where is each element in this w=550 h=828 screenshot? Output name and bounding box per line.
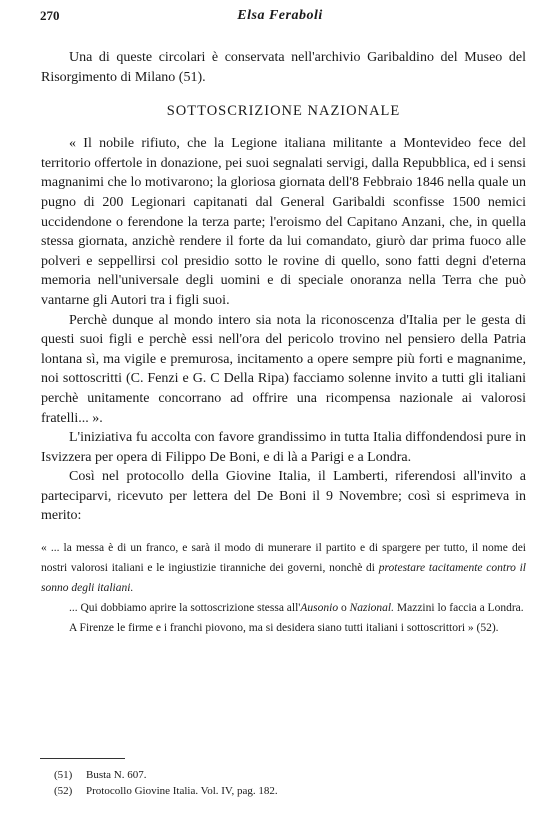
page-header [40,8,520,28]
footnote [40,767,525,783]
quote-italic-text: Nazional. [349,602,395,615]
quote-text: « ... la messa è di un franco, e sarà il modo di munerare il partito e di spargere per tutto, il nome dei nostri valorosi italiani e le ingiustizie tiranniche dei governi, nonchè di [41,542,526,575]
block-quote [41,538,526,638]
footnote-rule [40,758,125,759]
section-title: SOTTOSCRIZIONE NAZIONALE [166,103,401,120]
footnote-number: (51) [54,769,73,781]
page-body [41,48,526,638]
body-paragraph: Perchè dunque al mondo intero sia nota la riconoscenza d'Italia per le gesta di questi suoi figli e perchè essi nell'ora del pericolo trovino nel pensiero della Patria lontana sì, ma vigile e premurosa, incitamento a opere sempre più forti e magnanime, noi sottoscritti (C. Fenzi e G. C Della Ripa) facciamo solenne invito a tutti gli italiani perchè unitamente concorrano ad offrire una ricompensa nazionale ai valorosi fratelli... ». [41,312,526,426]
quote-text: o [338,602,350,615]
quote-text: ... Qui dobbiamo aprire la sottoscrizione stessa all' [69,602,301,615]
body-paragraph: « Il nobile rifiuto, che la Legione italiana militante a Montevideo fece del territorio offertole in donazione, pei suoi segnalati servigi, dalla Repubblica, ed i sensi magnanimi che lo motivarono; la gloriosa giornata dell'8 Febbraio 1846 nella quale un pugno di 200 Legionari capitanati dal General Garibaldi sconfisse 1500 nemici uccidendone o ferendone la terza parte; l'eroismo del Capitano Anzani, che, in quella stessa giornata, anzichè rendere il forte da lui comandato, giurò dar prima fuoco alle polveri e seppellirsi col presidio sotto le rovine di quello, sono fatti degni d'eterna memoria nell'universale degli uomini e di speciale onoranza nella Terra che può vantarne gli Autori tra i figli suoi. [41,136,526,308]
body-paragraph: Così nel protocollo della Giovine Italia, il Lamberti, riferendosi all'invito a parteciparvi, ricevuto per lettera del De Boni il 9 Novembre; così si esprimeva in merito: [41,469,526,524]
footnote-number: (52) [54,785,73,797]
quote-italic-text: protestare tacitamente contro il sonno degli italiani. [41,562,526,595]
quote-paragraph [41,538,526,598]
page-number: 270 [40,8,60,23]
footnote-text: Busta N. 607. [86,769,147,781]
quote-italic-text: Ausonio [300,602,339,615]
body-paragraph: L'iniziativa fu accolta con favore grandissimo in tutta Italia diffondendosi pure in Isvizzera per opera di Filippo De Boni, e di là a Parigi e a Londra. [41,430,526,465]
quote-paragraph [41,598,526,618]
quote-text: Mazzini lo faccia a Londra. [394,602,524,615]
footnote-text: Protocollo Giovine Italia. Vol. IV, pag. 182. [86,785,278,797]
quote-paragraph: A Firenze le firme e i franchi piovono, ma si desidera siano tutti italiani i sottoscrittori » (52). [69,622,499,635]
intro-paragraph: Una di queste circolari è conservata nell'archivio Garibaldino del Museo del Risorgimento di Milano (51). [41,50,526,85]
running-head: Elsa Feraboli [237,8,323,23]
footnotes [40,758,525,799]
footnote [40,783,525,799]
